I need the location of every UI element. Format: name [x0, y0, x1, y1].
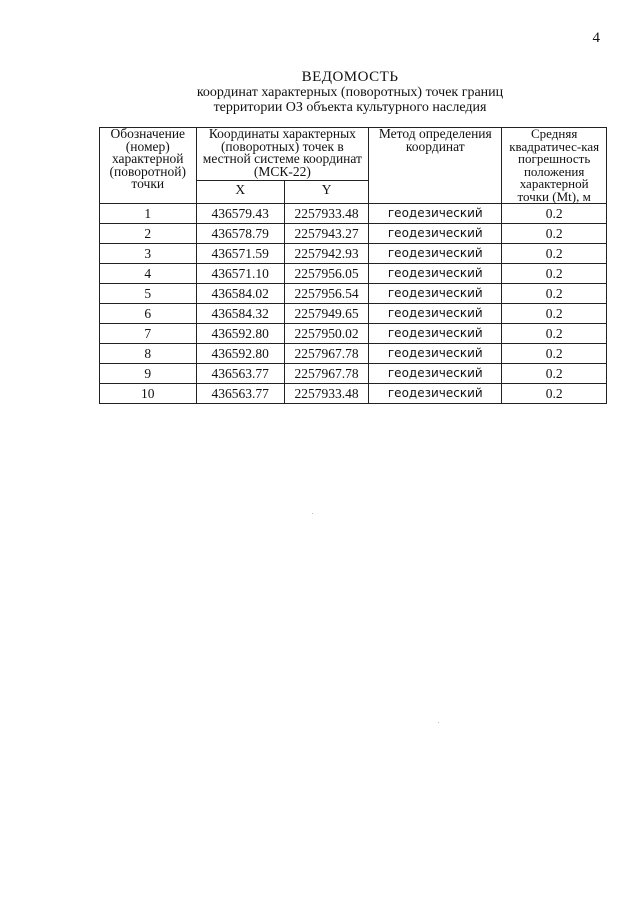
cell-method: геодезический	[369, 364, 502, 384]
cell-mean-error: 0.2	[502, 344, 607, 364]
cell-x: 436571.10	[196, 264, 284, 284]
table-row	[100, 344, 607, 364]
cell-y: 2257943.27	[284, 224, 368, 244]
table-row	[100, 264, 607, 284]
cell-x: 436584.02	[196, 284, 284, 304]
cell-method: геодезический	[369, 384, 502, 404]
document-subtitle-line2: территории ОЗ объекта культурного наследия	[213, 100, 487, 115]
cell-x: 436592.80	[196, 324, 284, 344]
coordinates-table	[99, 127, 607, 404]
table-row	[100, 364, 607, 384]
cell-mean-error: 0.2	[502, 304, 607, 324]
cell-mean-error: 0.2	[502, 384, 607, 404]
cell-method: геодезический	[369, 204, 502, 224]
table-body	[100, 204, 607, 404]
cell-method: геодезический	[369, 244, 502, 264]
cell-y: 2257956.54	[284, 284, 368, 304]
cell-x: 436563.77	[196, 384, 284, 404]
cell-method: геодезический	[369, 224, 502, 244]
cell-point-number: 5	[100, 284, 197, 304]
cell-method: геодезический	[369, 304, 502, 324]
scan-speck	[438, 722, 439, 723]
table-row	[100, 304, 607, 324]
cell-mean-error: 0.2	[502, 364, 607, 384]
cell-point-number: 10	[100, 384, 197, 404]
cell-point-number: 6	[100, 304, 197, 324]
cell-mean-error: 0.2	[502, 264, 607, 284]
document-title: ВЕДОМОСТЬ	[301, 69, 399, 85]
cell-y: 2257933.48	[284, 204, 368, 224]
cell-mean-error: 0.2	[502, 244, 607, 264]
header-method: Метод определения координат	[369, 128, 502, 204]
cell-method: геодезический	[369, 324, 502, 344]
cell-y: 2257967.78	[284, 364, 368, 384]
cell-y: 2257967.78	[284, 344, 368, 364]
header-point-number: Обозначение (номер) характерной (поворотной) точки	[100, 128, 197, 204]
cell-point-number: 2	[100, 224, 197, 244]
cell-point-number: 9	[100, 364, 197, 384]
cell-x: 436571.59	[196, 244, 284, 264]
cell-point-number: 7	[100, 324, 197, 344]
cell-y: 2257950.02	[284, 324, 368, 344]
cell-method: геодезический	[369, 264, 502, 284]
table-header	[100, 128, 607, 204]
scan-speck	[312, 513, 313, 514]
table-row	[100, 324, 607, 344]
cell-x: 436578.79	[196, 224, 284, 244]
table-row	[100, 224, 607, 244]
cell-point-number: 4	[100, 264, 197, 284]
cell-mean-error: 0.2	[502, 204, 607, 224]
table-row	[100, 204, 607, 224]
page-number: 4	[592, 30, 600, 46]
cell-point-number: 3	[100, 244, 197, 264]
header-mean-error: Средняя квадратичес-кая погрешность положения характерной точки (Mt), м	[502, 128, 607, 204]
cell-x: 436579.43	[196, 204, 284, 224]
header-y: Y	[284, 181, 368, 204]
cell-mean-error: 0.2	[502, 224, 607, 244]
header-coordinates: Координаты характерных (поворотных) точек в местной системе координат (МСК-22)	[196, 128, 369, 181]
cell-mean-error: 0.2	[502, 324, 607, 344]
cell-point-number: 1	[100, 204, 197, 224]
cell-y: 2257933.48	[284, 384, 368, 404]
cell-y: 2257949.65	[284, 304, 368, 324]
table-row	[100, 284, 607, 304]
cell-x: 436563.77	[196, 364, 284, 384]
cell-x: 436584.32	[196, 304, 284, 324]
cell-y: 2257942.93	[284, 244, 368, 264]
document-header	[170, 70, 530, 115]
cell-point-number: 8	[100, 344, 197, 364]
table-row	[100, 384, 607, 404]
cell-y: 2257956.05	[284, 264, 368, 284]
cell-method: геодезический	[369, 344, 502, 364]
cell-x: 436592.80	[196, 344, 284, 364]
cell-method: геодезический	[369, 284, 502, 304]
header-x: X	[196, 181, 284, 204]
table-row	[100, 244, 607, 264]
document-subtitle-line1: координат характерных (поворотных) точек границ	[196, 85, 504, 100]
cell-mean-error: 0.2	[502, 284, 607, 304]
